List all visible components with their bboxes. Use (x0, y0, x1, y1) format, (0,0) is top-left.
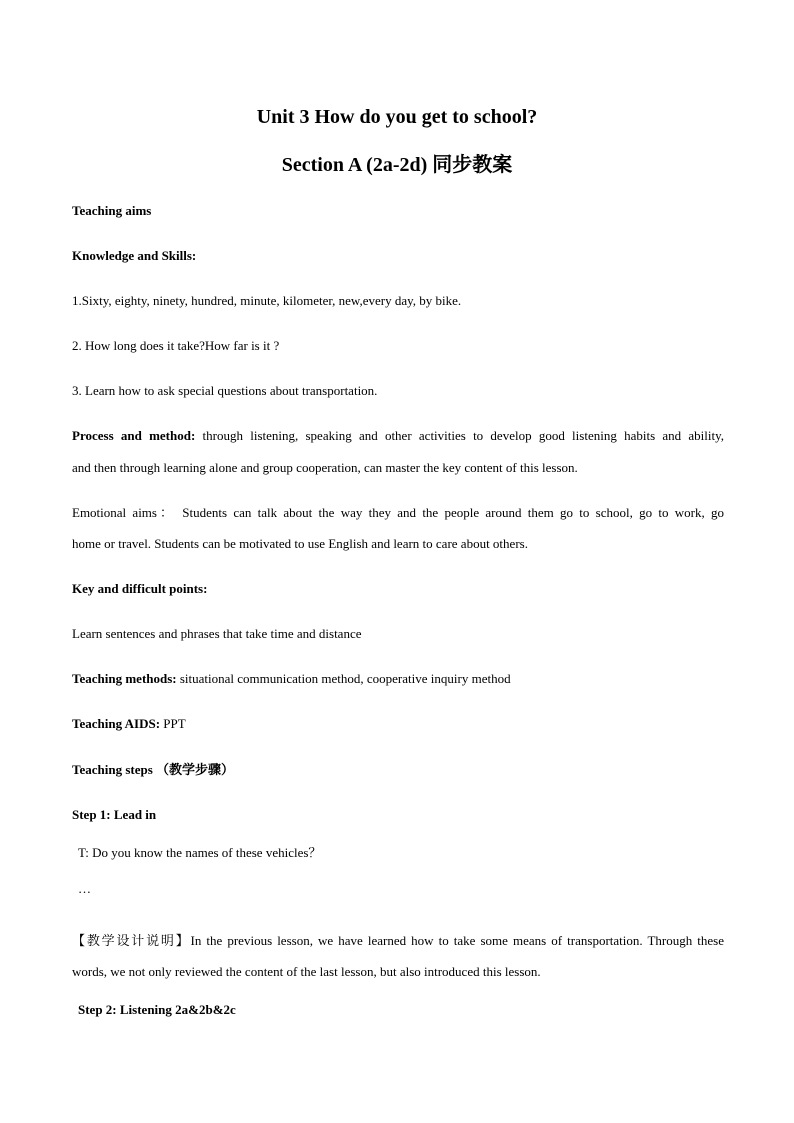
step-1-question: T: Do you know the names of these vehicles？ (78, 845, 322, 860)
teaching-methods-text: situational communication method, cooperative inquiry method (176, 671, 511, 686)
knowledge-item-3: 3. Learn how to ask special questions about transportation. (72, 383, 378, 398)
teaching-aids-line (72, 715, 724, 733)
key-points-heading: Key and difficult points: (72, 581, 208, 596)
teaching-steps-heading: Teaching steps （教学步骤） (72, 762, 235, 777)
teaching-methods-label: Teaching methods: (72, 671, 177, 686)
knowledge-item-1: 1.Sixty, eighty, ninety, hundred, minute, kilometer, new,every day, by bike. (72, 293, 462, 308)
teaching-aids-text: PPT (160, 716, 186, 731)
teaching-aims-heading: Teaching aims (72, 203, 152, 218)
design-note-line-2: words, we not only reviewed the content of the last lesson, but also introduced this lesson. (72, 964, 541, 979)
teaching-aids-label: Teaching AIDS: (72, 716, 161, 731)
emotional-aims-line-1: Emotional aims： Students can talk about the way they and the people around them go to school, go to work, go (72, 505, 724, 520)
process-method-line-1 (72, 427, 724, 445)
step-1-ellipsis: … (78, 881, 91, 896)
knowledge-item-2: 2. How long does it take?How far is it ? (72, 338, 280, 353)
design-note-line-1: 【教学设计说明】In the previous lesson, we have learned how to take some means of transportation. Through these (72, 933, 724, 948)
process-method-label: Process and method: (72, 428, 196, 443)
knowledge-skills-heading: Knowledge and Skills: (72, 248, 197, 263)
step-2-heading: Step 2: Listening 2a&2b&2c (78, 1002, 236, 1017)
emotional-aims-line-2: home or travel. Students can be motivated to use English and learn to care about others. (72, 536, 528, 551)
teaching-methods-line (72, 670, 724, 688)
process-method-line-2: and then through learning alone and group cooperation, can master the key content of this lesson. (72, 460, 578, 475)
document-title: Unit 3 How do you get to school? (256, 106, 538, 128)
document-subtitle: Section A (2a-2d) 同步教案 (281, 154, 513, 176)
key-points-text: Learn sentences and phrases that take time and distance (72, 626, 362, 641)
step-1-heading: Step 1: Lead in (72, 807, 157, 822)
process-method-text-1: through listening, speaking and other activities to develop good listening habits and ability, (195, 428, 724, 443)
